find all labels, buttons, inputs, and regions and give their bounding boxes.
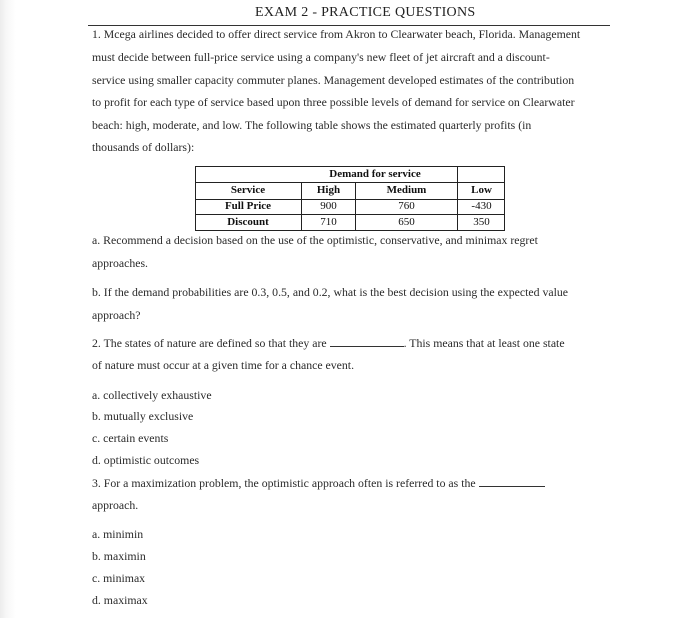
cell-full-price-medium: 760 [398, 200, 415, 212]
column-header-high: High [316, 184, 341, 196]
q2-option-c: c. certain events [92, 431, 169, 445]
cell-discount-medium: 650 [398, 216, 415, 228]
q3-option-c: c. minimax [92, 571, 146, 585]
row-label-discount: Discount [227, 216, 269, 228]
column-header-medium: Medium [386, 184, 427, 196]
cell-full-price-low: -430 [471, 200, 492, 212]
q3-option-d: d. maximax [92, 593, 148, 607]
q1b-line-1: b. If the demand probabilities are 0.3, 0.5, and 0.2, what is the best decision using the expected value [92, 285, 569, 299]
title-rule [88, 25, 610, 26]
q3-line-2: approach. [92, 498, 139, 512]
q2-option-d: d. optimistic outcomes [92, 453, 200, 467]
q1-line-2: must decide between full-price service using a company's new fleet of jet aircraft and a discount- [92, 50, 550, 64]
q1-line-6: thousands of dollars): [92, 140, 195, 154]
column-header-low: Low [471, 184, 492, 196]
q1a-line-1: a. Recommend a decision based on the use of the optimistic, conservative, and minimax regret [92, 233, 538, 247]
q1a-line-2: approaches. [92, 256, 149, 270]
q3-line-1 [92, 476, 545, 491]
cell-discount-low: 350 [473, 216, 490, 228]
q1-line-3: service using smaller capacity commuter planes. Management developed estimates of the contribution [92, 73, 575, 87]
page-title: EXAM 2 - PRACTICE QUESTIONS [255, 5, 476, 20]
q3-line-1-text: 3. For a maximization problem, the optimistic approach often is referred to as the [92, 476, 476, 490]
q2-line-2: of nature must occur at a given time for a chance event. [92, 358, 355, 372]
cell-full-price-high: 900 [320, 200, 337, 212]
q1b-line-2: approach? [92, 308, 141, 322]
q2-line-1-start: 2. The states of nature are defined so that they are [92, 336, 327, 350]
column-header-service: Service [230, 184, 266, 196]
profit-table [195, 166, 505, 231]
table-group-header: Demand for service [329, 168, 421, 180]
q1-line-1: 1. Mcega airlines decided to offer direct service from Akron to Clearwater beach, Florida. Management [92, 27, 581, 41]
q3-option-b: b. maximin [92, 549, 146, 563]
q3-answer-blank [479, 485, 545, 487]
q2-line-1 [92, 336, 565, 351]
q2-answer-blank [330, 345, 404, 347]
q1-line-4: to profit for each type of service based upon three possible levels of demand for service on Clearwater [92, 95, 575, 109]
q1-line-5: beach: high, moderate, and low. The following table shows the estimated quarterly profits (in [92, 118, 532, 132]
q2-option-a: a. collectively exhaustive [92, 388, 212, 402]
q3-option-a: a. minimin [92, 527, 144, 541]
q2-line-1-end: . This means that at least one state [403, 336, 565, 350]
q2-option-b: b. mutually exclusive [92, 409, 194, 423]
cell-discount-high: 710 [320, 216, 337, 228]
row-label-full-price: Full Price [224, 200, 272, 212]
